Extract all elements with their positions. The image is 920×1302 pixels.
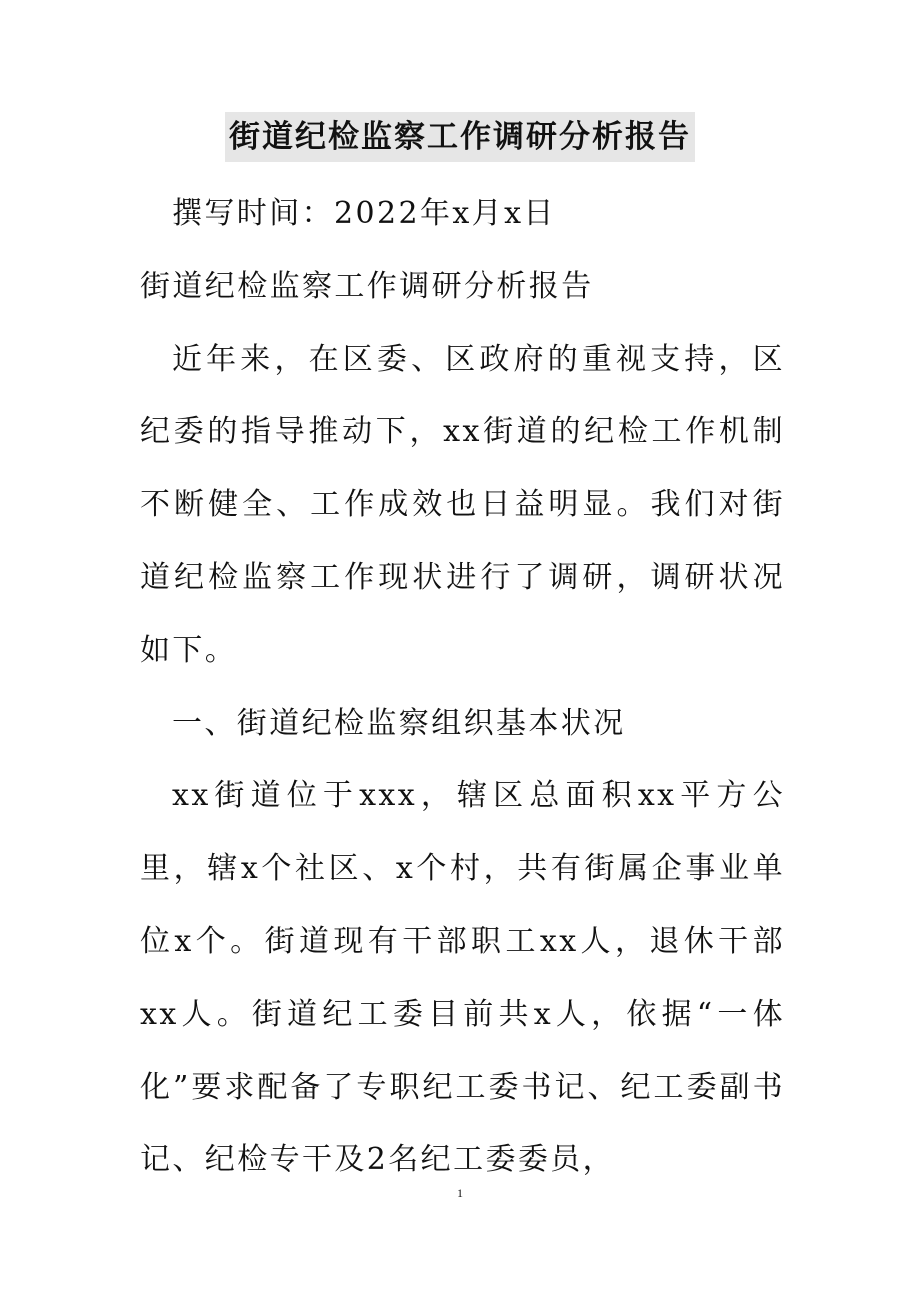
document-body	[140, 178, 785, 1197]
subtitle-line: 街道纪检监察工作调研分析报告	[140, 268, 594, 304]
paragraph-overview: xx街道位于xxx，辖区总面积xx平方公里，辖x个社区、x个村，共有街属企事业单位x个。街道现有干部职工xx人，退休干部xx人。街道纪工委目前共x人，依据“一体化”要求配备了专职纪工委书记、纪工委副书记、纪检专干及2名纪工委委员，	[140, 778, 785, 1178]
page-number: 1	[457, 1186, 463, 1200]
paragraph-intro: 近年来，在区委、区政府的重视支持，区纪委的指导推动下，xx街道的纪检工作机制不断健全、工作成效也日益明显。我们对街道纪检监察工作现状进行了调研，调研状况如下。	[140, 341, 785, 668]
document-title	[0, 112, 920, 162]
date-line: 撰写时间：2022年x月x日	[172, 196, 556, 231]
title-text: 街道纪检监察工作调研分析报告	[225, 112, 695, 162]
section-heading: 一、街道纪检监察组织基本状况	[172, 705, 626, 741]
